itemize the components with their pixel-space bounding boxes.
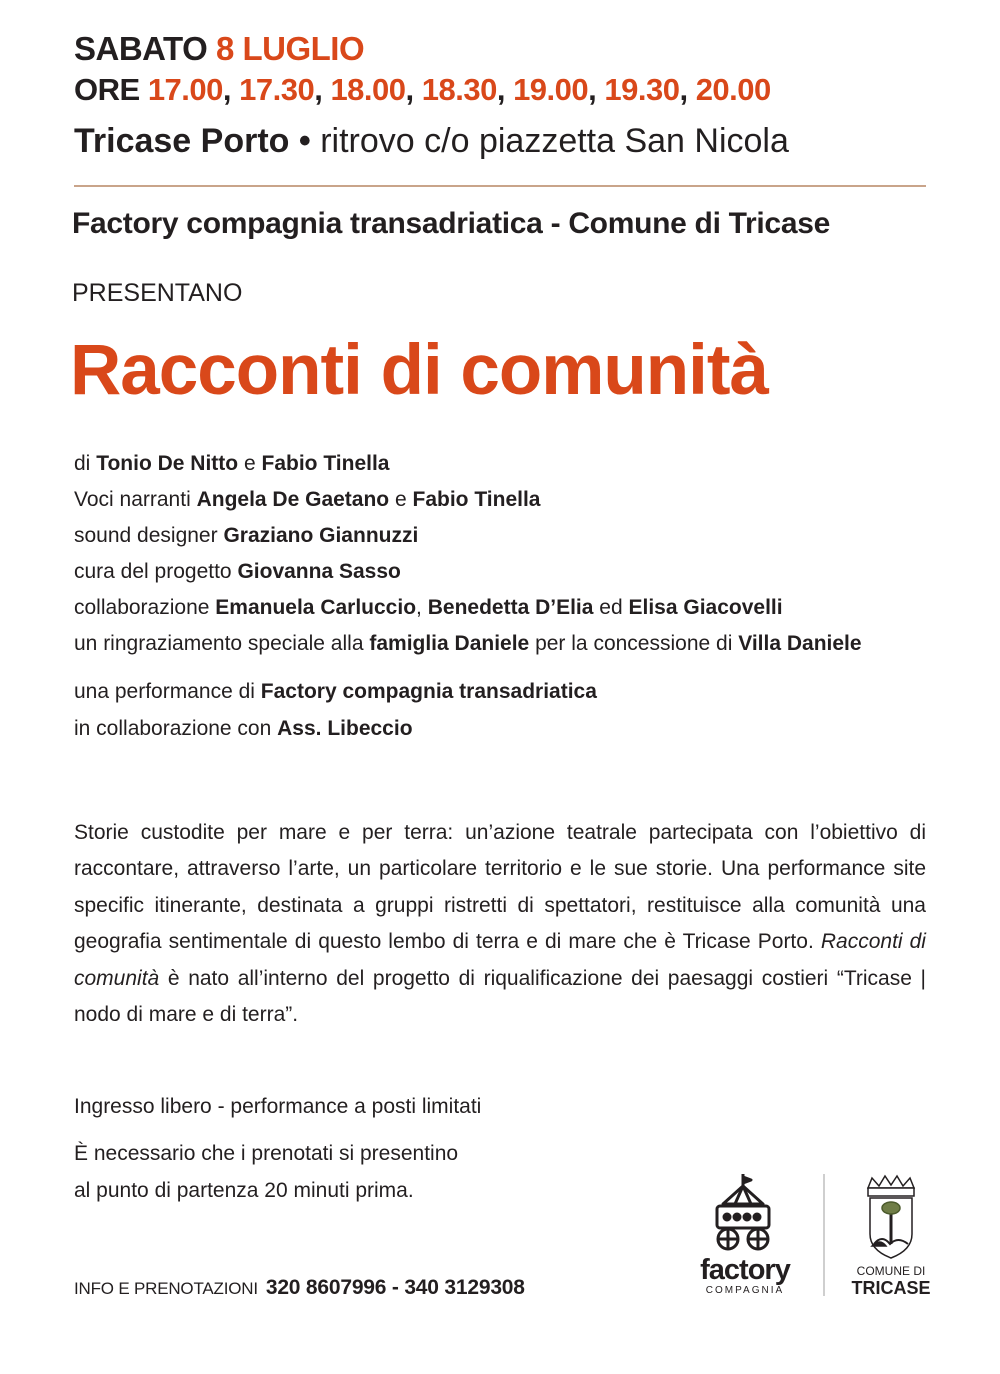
factory-subtitle: COMPAGNIA (705, 1285, 785, 1296)
credit-name: Villa Daniele (738, 632, 862, 655)
comune-logo (846, 1172, 936, 1302)
divider-line (74, 185, 926, 187)
credit-performance (74, 678, 597, 706)
credit-in-collaboration (74, 715, 413, 743)
credit-name: Elisa Giacovelli (628, 596, 783, 619)
credit-conj: e (243, 452, 256, 475)
credit-voices (74, 486, 540, 514)
credit-authors (74, 450, 389, 478)
credit-comma: , (416, 596, 422, 619)
description-title-italic: Racconti di comunità (74, 930, 926, 990)
event-date (74, 30, 364, 68)
place-bullet: • (298, 122, 311, 160)
time-slot: 20.00 (695, 72, 771, 107)
time-slot: 17.00 (147, 72, 223, 107)
event-date-value: 8 LUGLIO (215, 30, 365, 67)
event-day: SABATO (74, 30, 208, 67)
credit-name: Factory compagnia transadriatica (260, 680, 597, 703)
credit-label: sound designer (74, 524, 218, 547)
credit-name: Emanuela Carluccio (215, 596, 417, 619)
description-text: è nato all’interno del progetto di riqualificazione dei paesaggi costieri “Tricase | nodo di mare e di terra”. (74, 966, 927, 1027)
credit-label: in collaborazione con (74, 717, 272, 740)
credit-label: per la concessione di (535, 632, 733, 655)
credit-name: famiglia Daniele (369, 632, 530, 655)
credit-sound (74, 522, 418, 550)
time-slot: 19.00 (513, 72, 589, 107)
factory-wordmark: factory (700, 1254, 790, 1286)
credit-collaboration (74, 594, 783, 622)
credit-name: Benedetta D’Elia (427, 596, 594, 619)
credit-name: Tonio De Nitto (96, 452, 239, 475)
time-slot: 17.30 (239, 72, 315, 107)
info-label: INFO E PRENOTAZIONI (74, 1279, 258, 1298)
comune-label: COMUNE DI (856, 1264, 926, 1278)
credit-label: cura del progetto (74, 560, 232, 583)
presentano-label: PRESENTANO (72, 279, 243, 307)
description-paragraph (74, 815, 926, 1033)
crest-icon (846, 1172, 936, 1262)
credit-name: Ass. Libeccio (277, 717, 413, 740)
credit-label: una performance di (74, 680, 255, 703)
note-booking: È necessario che i prenotati si presentino (74, 1142, 459, 1165)
comune-name: TRICASE (851, 1278, 931, 1298)
place-name: Tricase Porto (74, 122, 290, 160)
factory-logo (690, 1172, 800, 1302)
show-title: Racconti di comunità (70, 331, 768, 410)
credit-name: Giovanna Sasso (237, 560, 401, 583)
event-times: ORE 17.00, 17.30, 18.00, 18.30, 19.00, 19.30, 20.00 (74, 72, 771, 107)
credit-label: un ringraziamento speciale alla (74, 632, 364, 655)
credit-label: di (74, 452, 91, 475)
presenters: Factory compagnia transadriatica - Comune di Tricase (72, 207, 830, 240)
time-slot: 18.00 (330, 72, 406, 107)
credit-name: Angela De Gaetano (196, 488, 390, 511)
logo-divider (823, 1174, 825, 1296)
time-slot: 19.30 (604, 72, 680, 107)
description-text: Storie custodite per mare e per terra: un’azione teatrale partecipata con l’obiettivo di raccontare, attraverso l’arte, un particolare territorio e le sue storie. Una performance site specific itinerante, destinata a gruppi ristretti di spettatori, restituisce alla comunità una geografia sentimentale di questo lembo di terra e di mare che è Tricase Porto. (74, 821, 926, 954)
credit-name: Fabio Tinella (261, 452, 390, 475)
credit-care (74, 558, 401, 586)
place-meeting-point: ritrovo c/o piazzetta San Nicola (320, 122, 789, 160)
credit-label: Voci narranti (74, 488, 191, 511)
event-place (74, 122, 789, 161)
credit-thanks (74, 630, 862, 658)
credit-name: Graziano Giannuzzi (223, 524, 419, 547)
phone-numbers: 320 8607996 - 340 3129308 (265, 1276, 525, 1299)
wagon-tent-icon (690, 1172, 800, 1254)
time-slot: 18.30 (421, 72, 497, 107)
credit-conj: ed (599, 596, 623, 619)
credit-label: collaborazione (74, 596, 210, 619)
credit-name: Fabio Tinella (412, 488, 541, 511)
note-free-entry: Ingresso libero - performance a posti limitati (74, 1095, 482, 1118)
info-bookings (74, 1276, 525, 1300)
credit-conj: e (394, 488, 407, 511)
note-arrival: al punto di partenza 20 minuti prima. (74, 1179, 414, 1202)
times-label: ORE (74, 72, 140, 107)
